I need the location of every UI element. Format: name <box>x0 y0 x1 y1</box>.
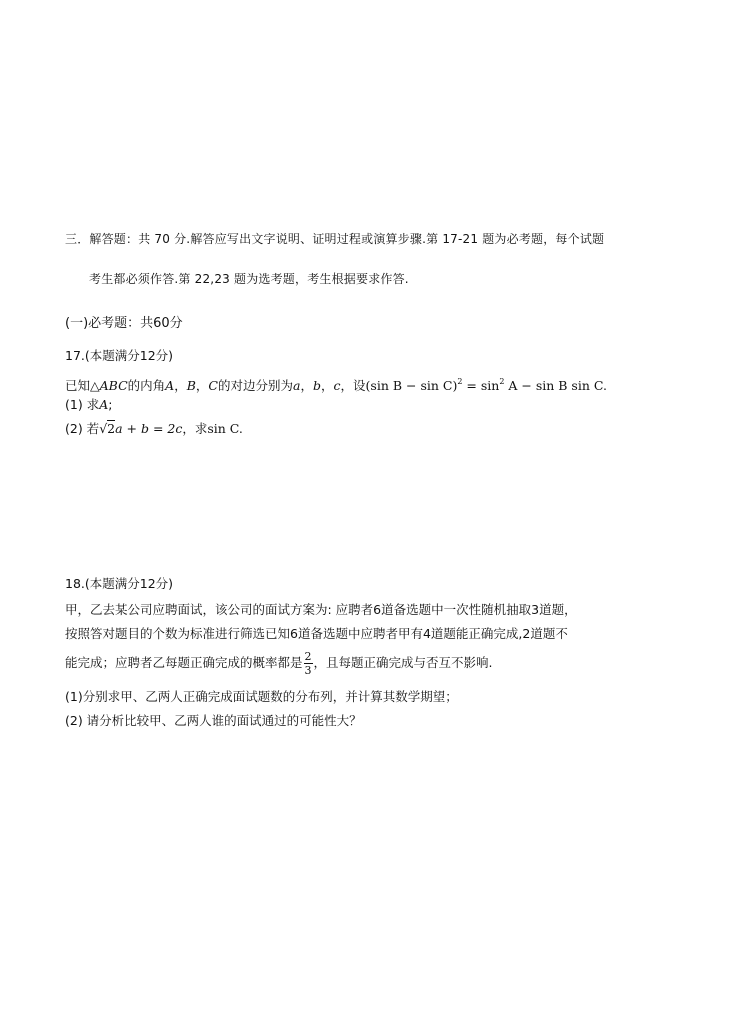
q18-line2: 按照答对题目的个数为标准进行筛选已知6道备选题中应聘者甲有4道题能正确完成,2道题不 <box>65 626 568 641</box>
q17-part2-mid: ，求 <box>182 421 208 436</box>
q17-angle-c: C <box>208 378 218 393</box>
q17-comma1: ， <box>174 378 187 393</box>
q17-side-c: c <box>333 378 341 393</box>
q18-line1: 甲，乙去某公司应聘面试，该公司的面试方案为: 应聘者6道备选题中一次性随机抽取3道题， <box>65 602 577 617</box>
q18-fraction <box>304 650 313 677</box>
q17-part1-var: A <box>99 397 109 412</box>
sqrt-icon: √ <box>99 421 108 436</box>
q17-part2-radicand: 2 <box>107 421 116 436</box>
q17-part2-expr: a + b = 2c <box>115 421 183 436</box>
q17-equation-rhs: A − sin B sin C. <box>504 378 607 393</box>
section3-instructions-line1: 三．解答题：共 70 分.解答应写出文字说明、证明过程或演算步骤.第 17-21 题为必考题，每个试题 <box>65 232 605 246</box>
q17-side-a: a <box>293 378 301 393</box>
q17-header: 17.(本题满分12分) <box>65 348 174 363</box>
q17-stem-mid2: 的对边分别为 <box>217 378 293 393</box>
q18-fraction-numerator: 2 <box>304 650 312 663</box>
q18-part1: (1)分别求甲、乙两人正确完成面试题数的分布列，并计算其数学期望； <box>65 689 458 704</box>
q17-stem-prefix: 已知△ <box>65 378 100 393</box>
q17-part2 <box>65 421 243 437</box>
q17-triangle-name: ABC <box>99 378 128 393</box>
q17-angle-a: A <box>165 378 175 393</box>
q17-comma4: ， <box>320 378 334 393</box>
q18-header: 18.(本题满分12分) <box>65 576 174 591</box>
q17-comma3: ， <box>300 378 313 393</box>
q17-comma2: ， <box>195 378 209 393</box>
q17-part1-label: (1) 求 <box>65 397 100 412</box>
q17-equation-exp2: 2 <box>499 377 505 386</box>
q17-stem <box>65 374 607 394</box>
q18-line3-prefix: 能完成；应聘者乙每题正确完成的概率都是 <box>65 655 303 670</box>
q18-fraction-denominator: 3 <box>304 664 312 677</box>
q17-side-b: b <box>312 378 321 393</box>
q17-equation-mid: = sin <box>462 378 500 393</box>
q17-stem-mid1: 的内角 <box>127 378 166 393</box>
part1-title: (一)必考题：共60分 <box>65 316 183 331</box>
q18-line3-suffix: ，且每题正确完成与否互不影响. <box>313 655 493 670</box>
q18-line3 <box>65 648 493 678</box>
q17-angle-b: B <box>186 378 196 393</box>
section3-instructions-line2: 考生都必须作答.第 22,23 题为选考题，考生根据要求作答. <box>89 272 409 286</box>
q17-stem-mid3: ，设 <box>340 378 366 393</box>
q17-equation-exp1: 2 <box>457 377 463 386</box>
q17-equation-lhs: (sin B − sin C) <box>365 378 458 393</box>
q18-part2: (2) 请分析比较甲、乙两人谁的面试通过的可能性大？ <box>65 713 362 728</box>
q17-part2-label: (2) 若 <box>65 421 100 436</box>
q17-part1 <box>65 397 112 413</box>
q17-part2-end: sin C. <box>207 421 243 436</box>
q17-part1-end: ; <box>108 397 113 412</box>
